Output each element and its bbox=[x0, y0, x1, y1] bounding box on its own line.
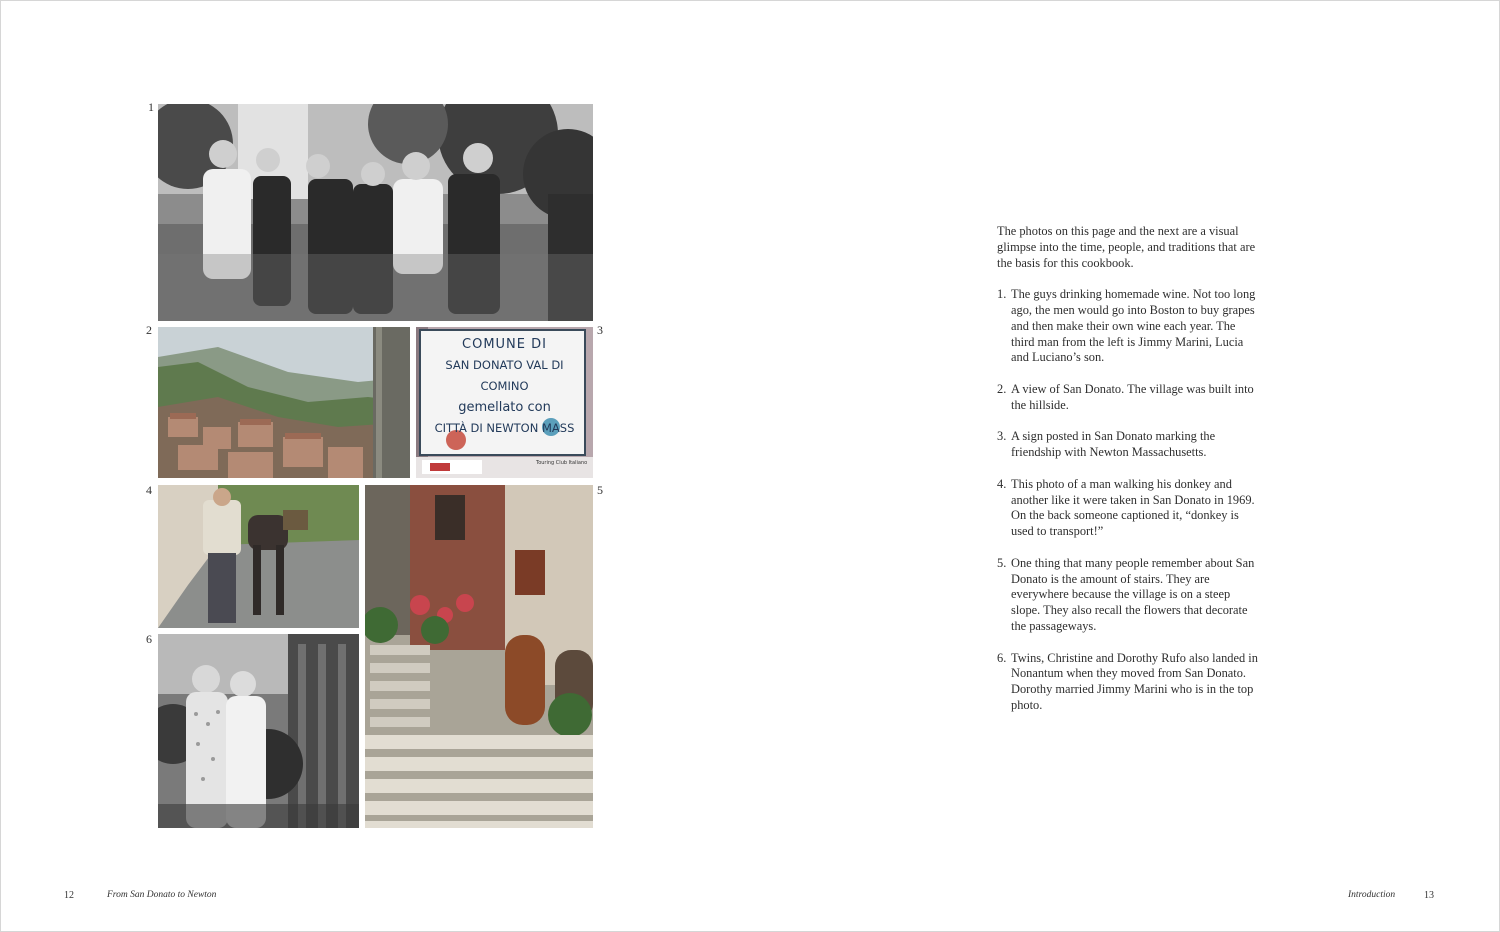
caption-item bbox=[997, 651, 1259, 714]
caption-text: One thing that many people remember about San Donato is the amount of stairs. They are everywhere because the village is on a steep slope. They also recall the flowers that decorate the passageways. bbox=[1011, 555, 1255, 633]
intro-paragraph: The photos on this page and the next are a visual glimpse into the time, people, and traditions that are the basis for this cookbook. bbox=[997, 224, 1256, 270]
caption-item bbox=[997, 287, 1259, 366]
sign-footer: Touring Club Italiano bbox=[536, 460, 588, 466]
photo-number-3: 3 bbox=[597, 323, 603, 337]
caption-number: 3. bbox=[997, 429, 1007, 444]
photo-number-2: 2 bbox=[146, 323, 152, 337]
photo-village-view bbox=[158, 327, 410, 478]
caption-list bbox=[997, 287, 1259, 714]
right-page-number: 13 bbox=[1424, 890, 1434, 901]
caption-item bbox=[997, 556, 1259, 635]
caption-text: Twins, Christine and Dorothy Rufo also landed in Nonantum when they moved from San Donato. Dorothy married Jimmy Marini who is in the top photo. bbox=[1011, 650, 1258, 712]
photo-number-5: 5 bbox=[597, 483, 603, 497]
caption-number: 6. bbox=[997, 650, 1007, 665]
caption-number: 5. bbox=[997, 555, 1007, 570]
photo-captions bbox=[997, 224, 1259, 730]
photo-number-6: 6 bbox=[146, 632, 152, 646]
sign-line-4: CITTÀ DI NEWTON MASS bbox=[434, 421, 575, 435]
photo-village-stairs bbox=[365, 485, 593, 828]
left-page-number: 12 bbox=[64, 890, 74, 901]
caption-number: 2. bbox=[997, 381, 1007, 396]
caption-text: A sign posted in San Donato marking the friendship with Newton Massachusetts. bbox=[1011, 429, 1216, 460]
sign-line-2: SAN DONATO VAL DI COMINO bbox=[445, 358, 564, 393]
caption-text: A view of San Donato. The village was built into the hillside. bbox=[1011, 381, 1254, 412]
sign-text bbox=[420, 334, 589, 439]
caption-number: 1. bbox=[997, 287, 1007, 302]
photo-man-with-donkey bbox=[158, 485, 359, 628]
caption-item bbox=[997, 429, 1259, 461]
caption-text: The guys drinking homemade wine. Not too long ago, the men would go into Boston to buy grapes and then make their own wine each year. The third man from the left is Jimmy Marini, Lucia and Luciano’s son. bbox=[1011, 287, 1256, 365]
photo-twins-portrait bbox=[158, 634, 359, 828]
right-running-title: Introduction bbox=[1348, 890, 1396, 900]
caption-item bbox=[997, 382, 1259, 414]
photo-number-1: 1 bbox=[148, 100, 154, 114]
photo-men-drinking-wine bbox=[158, 104, 593, 321]
sign-line-1: COMUNE DI bbox=[462, 337, 547, 352]
caption-number: 4. bbox=[997, 476, 1007, 491]
sign-line-3: gemellato con bbox=[458, 400, 551, 415]
caption-item bbox=[997, 477, 1259, 540]
caption-text: This photo of a man walking his donkey and another like it were taken in San Donato in 1969. On the back someone captioned it, “donkey is used to transport!” bbox=[1011, 476, 1255, 539]
photo-number-4: 4 bbox=[146, 483, 152, 497]
left-running-title: From San Donato to Newton bbox=[107, 890, 217, 900]
